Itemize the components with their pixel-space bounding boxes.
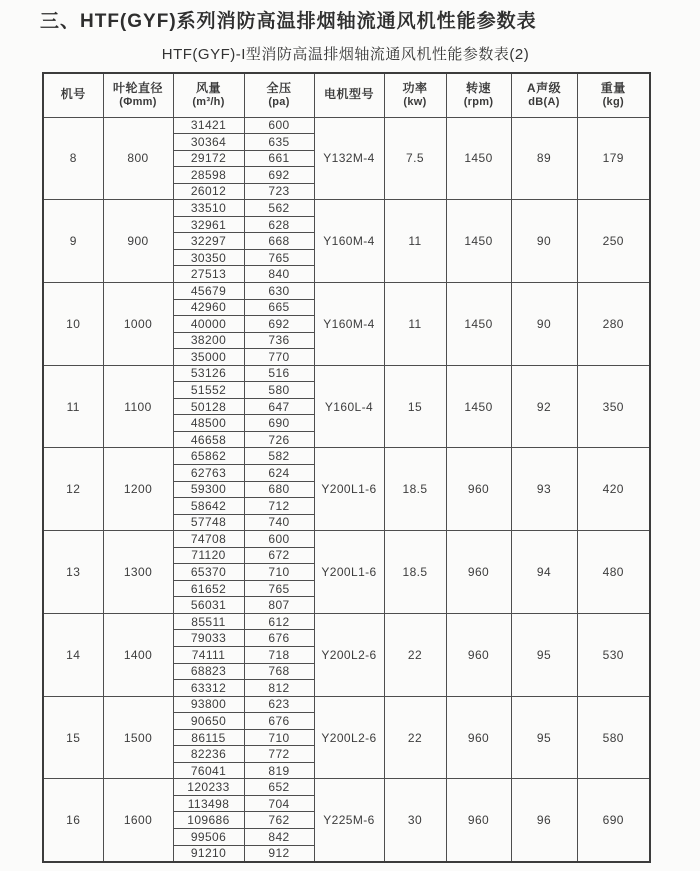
flow-cell: 63312 bbox=[173, 680, 244, 697]
table-row bbox=[43, 448, 650, 465]
table-row bbox=[43, 117, 650, 134]
flow-cell: 61652 bbox=[173, 580, 244, 597]
column-header-6 bbox=[384, 73, 446, 117]
diameter-cell: 900 bbox=[103, 200, 173, 283]
noise-cell: 96 bbox=[511, 779, 577, 862]
speed-cell: 960 bbox=[446, 696, 511, 779]
column-header-unit: (kg) bbox=[602, 96, 624, 109]
column-header-2 bbox=[103, 73, 173, 117]
diameter-cell: 1600 bbox=[103, 779, 173, 862]
flow-cell: 68823 bbox=[173, 663, 244, 680]
flow-cell: 40000 bbox=[173, 316, 244, 333]
pressure-cell: 710 bbox=[244, 564, 314, 581]
table-row bbox=[43, 282, 650, 299]
machine-no-cell: 14 bbox=[43, 613, 103, 696]
table-row bbox=[43, 365, 650, 382]
pressure-cell: 630 bbox=[244, 282, 314, 299]
motor-cell: Y160M-4 bbox=[314, 282, 384, 365]
flow-cell: 93800 bbox=[173, 696, 244, 713]
speed-cell: 960 bbox=[446, 531, 511, 614]
pressure-cell: 624 bbox=[244, 464, 314, 481]
weight-cell: 250 bbox=[577, 200, 650, 283]
column-header-7 bbox=[446, 73, 511, 117]
flow-cell: 56031 bbox=[173, 597, 244, 614]
speed-cell: 1450 bbox=[446, 117, 511, 200]
flow-cell: 29172 bbox=[173, 150, 244, 167]
machine-no-cell: 11 bbox=[43, 365, 103, 448]
machine-no-cell: 16 bbox=[43, 779, 103, 862]
motor-cell: Y160L-4 bbox=[314, 365, 384, 448]
pressure-cell: 672 bbox=[244, 547, 314, 564]
weight-cell: 530 bbox=[577, 613, 650, 696]
flow-cell: 82236 bbox=[173, 746, 244, 763]
weight-cell: 350 bbox=[577, 365, 650, 448]
motor-cell: Y200L2-6 bbox=[314, 696, 384, 779]
motor-cell: Y160M-4 bbox=[314, 200, 384, 283]
power-cell: 15 bbox=[384, 365, 446, 448]
noise-cell: 92 bbox=[511, 365, 577, 448]
diameter-cell: 1200 bbox=[103, 448, 173, 531]
table-row bbox=[43, 200, 650, 217]
power-cell: 11 bbox=[384, 282, 446, 365]
flow-cell: 45679 bbox=[173, 282, 244, 299]
diameter-cell: 1300 bbox=[103, 531, 173, 614]
column-header-label: 叶轮直径 bbox=[112, 80, 163, 95]
pressure-cell: 600 bbox=[244, 531, 314, 548]
pressure-cell: 723 bbox=[244, 183, 314, 200]
motor-cell: Y200L2-6 bbox=[314, 613, 384, 696]
pressure-cell: 562 bbox=[244, 200, 314, 217]
flow-cell: 65862 bbox=[173, 448, 244, 465]
pressure-cell: 807 bbox=[244, 597, 314, 614]
pressure-cell: 740 bbox=[244, 514, 314, 531]
table-header bbox=[43, 73, 650, 117]
table-row bbox=[43, 696, 650, 713]
flow-cell: 28598 bbox=[173, 167, 244, 184]
pressure-cell: 661 bbox=[244, 150, 314, 167]
column-header-label: 全压 bbox=[266, 80, 292, 95]
fan-parameters-table bbox=[42, 72, 651, 863]
flow-cell: 50128 bbox=[173, 398, 244, 415]
pressure-cell: 718 bbox=[244, 647, 314, 664]
power-cell: 11 bbox=[384, 200, 446, 283]
noise-cell: 93 bbox=[511, 448, 577, 531]
table-row bbox=[43, 779, 650, 796]
pressure-cell: 704 bbox=[244, 795, 314, 812]
column-header-4 bbox=[244, 73, 314, 117]
pressure-cell: 819 bbox=[244, 762, 314, 779]
column-header-9 bbox=[577, 73, 650, 117]
machine-no-cell: 8 bbox=[43, 117, 103, 200]
noise-cell: 90 bbox=[511, 200, 577, 283]
flow-cell: 42960 bbox=[173, 299, 244, 316]
weight-cell: 179 bbox=[577, 117, 650, 200]
flow-cell: 109686 bbox=[173, 812, 244, 829]
speed-cell: 1450 bbox=[446, 365, 511, 448]
diameter-cell: 1500 bbox=[103, 696, 173, 779]
pressure-cell: 770 bbox=[244, 349, 314, 366]
speed-cell: 960 bbox=[446, 448, 511, 531]
pressure-cell: 628 bbox=[244, 216, 314, 233]
table-row bbox=[43, 531, 650, 548]
table-row bbox=[43, 613, 650, 630]
flow-cell: 32961 bbox=[173, 216, 244, 233]
machine-no-cell: 15 bbox=[43, 696, 103, 779]
power-cell: 18.5 bbox=[384, 448, 446, 531]
speed-cell: 1450 bbox=[446, 282, 511, 365]
pressure-cell: 726 bbox=[244, 431, 314, 448]
pressure-cell: 812 bbox=[244, 680, 314, 697]
flow-cell: 32297 bbox=[173, 233, 244, 250]
power-cell: 22 bbox=[384, 696, 446, 779]
flow-cell: 35000 bbox=[173, 349, 244, 366]
pressure-cell: 712 bbox=[244, 498, 314, 515]
weight-cell: 420 bbox=[577, 448, 650, 531]
pressure-cell: 842 bbox=[244, 829, 314, 846]
column-header-3 bbox=[173, 73, 244, 117]
pressure-cell: 692 bbox=[244, 316, 314, 333]
flow-cell: 46658 bbox=[173, 431, 244, 448]
column-header-5 bbox=[314, 73, 384, 117]
column-header-label: 功率 bbox=[402, 80, 428, 95]
flow-cell: 31421 bbox=[173, 117, 244, 134]
column-header-unit: dB(A) bbox=[528, 96, 560, 109]
flow-cell: 30350 bbox=[173, 249, 244, 266]
motor-cell: Y132M-4 bbox=[314, 117, 384, 200]
column-header-unit: (pa) bbox=[268, 96, 290, 109]
flow-cell: 26012 bbox=[173, 183, 244, 200]
column-header-label: 电机型号 bbox=[323, 87, 374, 102]
column-header-unit: (kw) bbox=[403, 96, 427, 109]
noise-cell: 95 bbox=[511, 696, 577, 779]
flow-cell: 71120 bbox=[173, 547, 244, 564]
pressure-cell: 840 bbox=[244, 266, 314, 283]
power-cell: 22 bbox=[384, 613, 446, 696]
pressure-cell: 623 bbox=[244, 696, 314, 713]
pressure-cell: 762 bbox=[244, 812, 314, 829]
diameter-cell: 1100 bbox=[103, 365, 173, 448]
flow-cell: 86115 bbox=[173, 729, 244, 746]
flow-cell: 48500 bbox=[173, 415, 244, 432]
column-header-unit: (m³/h) bbox=[192, 96, 225, 109]
pressure-cell: 772 bbox=[244, 746, 314, 763]
noise-cell: 95 bbox=[511, 613, 577, 696]
flow-cell: 90650 bbox=[173, 713, 244, 730]
flow-cell: 58642 bbox=[173, 498, 244, 515]
power-cell: 30 bbox=[384, 779, 446, 862]
flow-cell: 33510 bbox=[173, 200, 244, 217]
flow-cell: 62763 bbox=[173, 464, 244, 481]
motor-cell: Y200L1-6 bbox=[314, 448, 384, 531]
flow-cell: 57748 bbox=[173, 514, 244, 531]
pressure-cell: 676 bbox=[244, 713, 314, 730]
flow-cell: 53126 bbox=[173, 365, 244, 382]
motor-cell: Y200L1-6 bbox=[314, 531, 384, 614]
flow-cell: 51552 bbox=[173, 382, 244, 399]
pressure-cell: 765 bbox=[244, 249, 314, 266]
motor-cell: Y225M-6 bbox=[314, 779, 384, 862]
pressure-cell: 582 bbox=[244, 448, 314, 465]
column-header-label: A声级 bbox=[526, 80, 562, 95]
diameter-cell: 1400 bbox=[103, 613, 173, 696]
flow-cell: 74111 bbox=[173, 647, 244, 664]
column-header-label: 重量 bbox=[600, 80, 626, 95]
pressure-cell: 736 bbox=[244, 332, 314, 349]
weight-cell: 690 bbox=[577, 779, 650, 862]
flow-cell: 85511 bbox=[173, 613, 244, 630]
column-header-unit: (Φmm) bbox=[119, 96, 157, 109]
pressure-cell: 680 bbox=[244, 481, 314, 498]
pressure-cell: 765 bbox=[244, 580, 314, 597]
column-header-label: 风量 bbox=[195, 80, 221, 95]
pressure-cell: 692 bbox=[244, 167, 314, 184]
noise-cell: 94 bbox=[511, 531, 577, 614]
weight-cell: 280 bbox=[577, 282, 650, 365]
flow-cell: 76041 bbox=[173, 762, 244, 779]
machine-no-cell: 9 bbox=[43, 200, 103, 283]
diameter-cell: 1000 bbox=[103, 282, 173, 365]
flow-cell: 30364 bbox=[173, 134, 244, 151]
flow-cell: 27513 bbox=[173, 266, 244, 283]
flow-cell: 113498 bbox=[173, 795, 244, 812]
table-subtitle: HTF(GYF)-I型消防高温排烟轴流通风机性能参数表(2) bbox=[161, 46, 530, 63]
power-cell: 7.5 bbox=[384, 117, 446, 200]
speed-cell: 960 bbox=[446, 613, 511, 696]
pressure-cell: 647 bbox=[244, 398, 314, 415]
flow-cell: 74708 bbox=[173, 531, 244, 548]
machine-no-cell: 12 bbox=[43, 448, 103, 531]
noise-cell: 89 bbox=[511, 117, 577, 200]
flow-cell: 79033 bbox=[173, 630, 244, 647]
machine-no-cell: 13 bbox=[43, 531, 103, 614]
column-header-8 bbox=[511, 73, 577, 117]
flow-cell: 38200 bbox=[173, 332, 244, 349]
weight-cell: 480 bbox=[577, 531, 650, 614]
pressure-cell: 612 bbox=[244, 613, 314, 630]
column-header-1 bbox=[43, 73, 103, 117]
machine-no-cell: 10 bbox=[43, 282, 103, 365]
pressure-cell: 676 bbox=[244, 630, 314, 647]
header-row bbox=[43, 73, 650, 117]
diameter-cell: 800 bbox=[103, 117, 173, 200]
pressure-cell: 580 bbox=[244, 382, 314, 399]
pressure-cell: 668 bbox=[244, 233, 314, 250]
weight-cell: 580 bbox=[577, 696, 650, 779]
power-cell: 18.5 bbox=[384, 531, 446, 614]
pressure-cell: 516 bbox=[244, 365, 314, 382]
pressure-cell: 710 bbox=[244, 729, 314, 746]
pressure-cell: 665 bbox=[244, 299, 314, 316]
pressure-cell: 912 bbox=[244, 845, 314, 862]
pressure-cell: 635 bbox=[244, 134, 314, 151]
noise-cell: 90 bbox=[511, 282, 577, 365]
pressure-cell: 690 bbox=[244, 415, 314, 432]
flow-cell: 99506 bbox=[173, 829, 244, 846]
table-body bbox=[43, 117, 650, 862]
page-title: 三、HTF(GYF)系列消防高温排烟轴流通风机性能参数表 bbox=[40, 11, 537, 32]
pressure-cell: 652 bbox=[244, 779, 314, 796]
column-header-label: 转速 bbox=[465, 80, 491, 95]
flow-cell: 91210 bbox=[173, 845, 244, 862]
pressure-cell: 768 bbox=[244, 663, 314, 680]
speed-cell: 1450 bbox=[446, 200, 511, 283]
speed-cell: 960 bbox=[446, 779, 511, 862]
column-header-label: 机号 bbox=[60, 87, 86, 102]
column-header-unit: (rpm) bbox=[463, 96, 494, 109]
pressure-cell: 600 bbox=[244, 117, 314, 134]
flow-cell: 65370 bbox=[173, 564, 244, 581]
flow-cell: 59300 bbox=[173, 481, 244, 498]
flow-cell: 120233 bbox=[173, 779, 244, 796]
